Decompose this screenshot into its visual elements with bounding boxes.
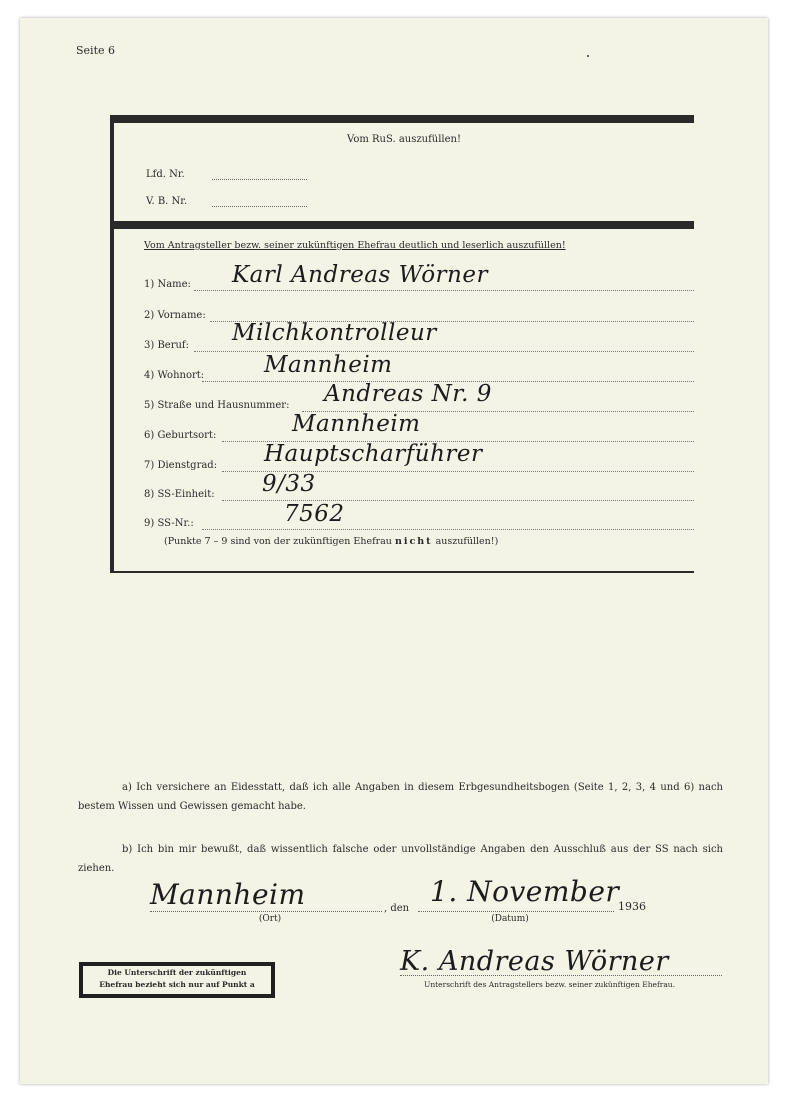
signature-caption: Unterschrift des Antragstellers bezw. seiner zukünftigen Ehefrau. <box>424 980 676 989</box>
box-top-bar <box>114 115 694 123</box>
vb-nr-line[interactable] <box>212 206 307 207</box>
vb-nr-label: V. B. Nr. <box>146 196 188 207</box>
field-label-vorname: 2) Vorname: <box>144 310 206 321</box>
handwritten-ss-einheit: 9/33 <box>262 471 316 497</box>
place-caption: (Ort) <box>258 914 282 924</box>
stamp-line-2: Ehefrau bezieht sich nur auf Punkt a <box>99 980 255 989</box>
applicant-instruction: Vom Antragsteller bezw. seiner zukünftigen Ehefrau deutlich und leserlich auszufüllen! <box>144 240 566 251</box>
field-label-strasse: 5) Straße und Hausnummer: <box>144 400 290 411</box>
handwritten-place: Mannheim <box>150 878 306 911</box>
field-line-ss-nr[interactable] <box>202 529 694 530</box>
date-line[interactable] <box>418 911 614 912</box>
office-title: Vom RuS. auszufüllen! <box>347 134 461 145</box>
declaration-a <box>78 778 723 816</box>
field-label-ss-einheit: 8) SS-Einheit: <box>144 489 215 500</box>
handwritten-wohnort: Mannheim <box>264 352 393 378</box>
notice-stamp-inner <box>83 966 271 994</box>
field-line-name[interactable] <box>194 290 694 291</box>
declaration-a-text: a) Ich versichere an Eidesstatt, daß ich alle Angaben in diesem Erbgesundheitsbogen (Seite 1, 2, 3, 4 und 6) nach bestem Wissen und Gewissen gemacht habe. <box>78 782 723 812</box>
handwritten-name: Karl Andreas Wörner <box>232 262 488 288</box>
place-line[interactable] <box>150 911 382 912</box>
date-caption: (Datum) <box>491 914 529 924</box>
year-label: 1936 <box>618 900 646 913</box>
field-label-beruf: 3) Beruf: <box>144 340 189 351</box>
handwritten-beruf: Milchkontrolleur <box>232 320 437 346</box>
page-number: Seite 6 <box>76 44 115 57</box>
handwritten-signature: K. Andreas Wörner <box>400 946 669 977</box>
note-text-bold: nicht <box>394 536 433 547</box>
handwritten-strasse: Andreas Nr. 9 <box>324 381 492 407</box>
declaration-b-text: b) Ich bin mir bewußt, daß wissentlich falsche oder unvollständige Angaben den Ausschluß aus der SS nach sich ziehen. <box>78 844 723 874</box>
signature-line[interactable] <box>400 975 722 976</box>
note-text-after: auszufüllen!) <box>432 536 499 547</box>
field-label-wohnort: 4) Wohnort: <box>144 370 205 381</box>
form-box <box>110 115 694 573</box>
ink-dot <box>587 55 589 57</box>
handwritten-geburtsort: Mannheim <box>292 411 421 437</box>
handwritten-dienstgrad: Hauptscharführer <box>264 441 483 467</box>
note-text-before: (Punkte 7 – 9 sind von der zukünftigen Ehefrau <box>164 536 395 547</box>
notice-stamp <box>79 962 275 998</box>
field-label-geburtsort: 6) Geburtsort: <box>144 430 217 441</box>
handwritten-date: 1. November <box>430 875 620 908</box>
stamp-line-1: Die Unterschrift der zukünftigen <box>107 968 247 977</box>
fields-note <box>164 536 498 547</box>
handwritten-ss-nr: 7562 <box>284 501 345 527</box>
box-divider-bar <box>114 221 694 229</box>
field-label-name: 1) Name: <box>144 279 191 290</box>
field-label-dienstgrad: 7) Dienstgrad: <box>144 460 218 471</box>
declaration-b <box>78 840 723 878</box>
den-label: , den <box>384 903 410 914</box>
lfd-nr-label: Lfd. Nr. <box>146 169 185 180</box>
lfd-nr-line[interactable] <box>212 179 307 180</box>
field-label-ss-nr: 9) SS-Nr.: <box>144 518 194 529</box>
